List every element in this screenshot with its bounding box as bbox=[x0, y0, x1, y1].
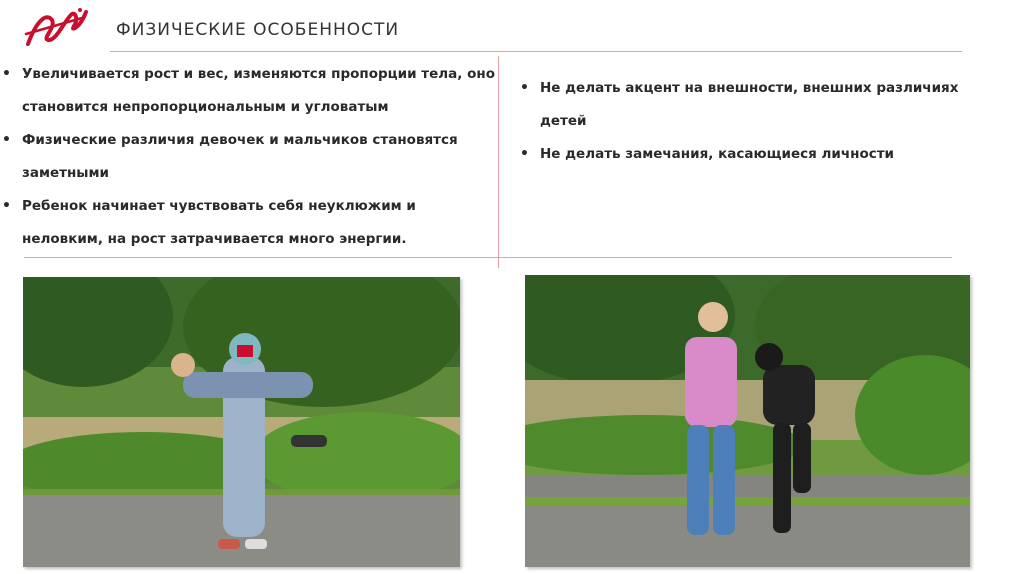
photo-girl-carrying-child bbox=[23, 277, 460, 567]
list-item: • Увеличивается рост и вес, изменяются пропорции тела, оно становится непропорциональным и угловатым bbox=[0, 58, 495, 124]
logo bbox=[22, 4, 90, 50]
list-item: • Не делать акцент на внешности, внешних различиях детей bbox=[518, 72, 968, 138]
list-item: • Физические различия девочек и мальчиков становятся заметными bbox=[0, 124, 495, 190]
column-divider bbox=[498, 56, 499, 268]
middle-divider bbox=[24, 257, 952, 258]
list-item: • Ребенок начинает чувствовать себя неуклюжим и неловким, на рост затрачивается много энергии. bbox=[0, 190, 495, 256]
left-bullet-list bbox=[0, 58, 495, 256]
page-title: ФИЗИЧЕСКИЕ ОСОБЕННОСТИ bbox=[116, 20, 400, 40]
list-item: • Не делать замечания, касающиеся личности bbox=[518, 138, 968, 171]
right-bullet-list bbox=[518, 72, 968, 171]
photo-two-kids-posing bbox=[525, 275, 970, 567]
red-signature-logo-icon bbox=[22, 4, 90, 50]
top-divider bbox=[110, 51, 962, 52]
